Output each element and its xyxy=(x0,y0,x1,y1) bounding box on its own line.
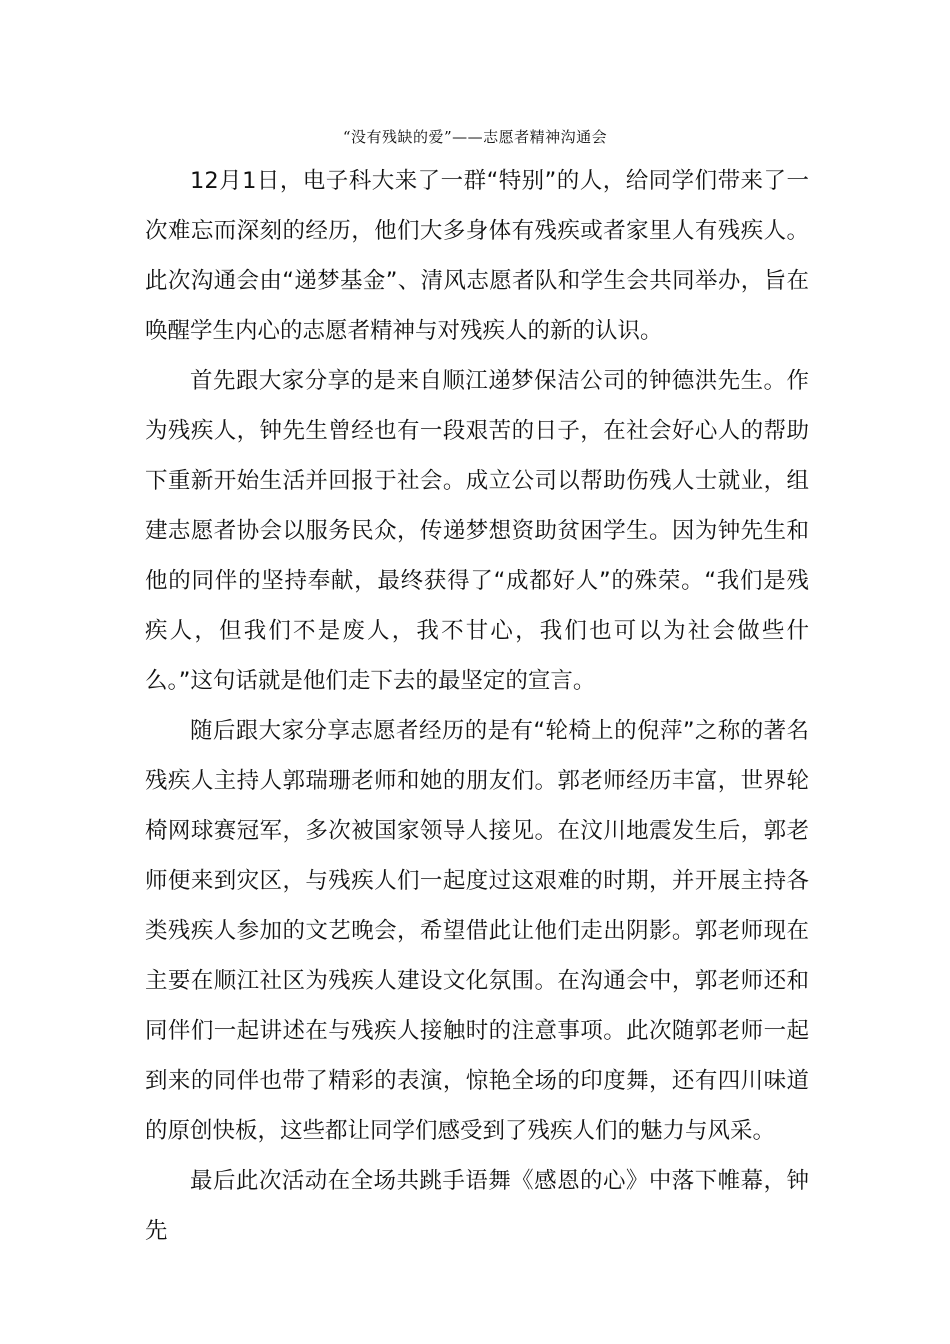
paragraph-guo: 随后跟大家分享志愿者经历的是有“轮椅上的倪萍”之称的著名残疾人主持人郭瑞珊老师和她的朋友们。郭老师经历丰富，世界轮椅网球赛冠军，多次被国家领导人接见。在汶川地震发生后，郭老师便来到灾区，与残疾人们一起度过这艰难的时期，并开展主持各类残疾人参加的文艺晚会，希望借此让他们走出阴影。郭老师现在主要在顺江社区为残疾人建设文化氛围。在沟通会中，郭老师还和同伴们一起讲述在与残疾人接触时的注意事项。此次随郭老师一起到来的同伴也带了精彩的表演，惊艳全场的印度舞，还有四川味道的原创快板，这些都让同学们感受到了残疾人们的魅力与风采。 xyxy=(145,718,809,1144)
paragraph-closing: 最后此次活动在全场共跳手语舞《感恩的心》中落下帷幕，钟先 xyxy=(145,1168,809,1244)
paragraph-intro: 12月1日，电子科大来了一群“特别”的人，给同学们带来了一次难忘而深刻的经历，他们大多身体有残疾或者家里人有残疾人。此次沟通会由“递梦基金”、清风志愿者队和学生会共同举办，旨在唤醒学生内心的志愿者精神与对残疾人的新的认识。 xyxy=(145,168,809,344)
document-title: “没有残缺的爱”——志愿者精神沟通会 xyxy=(342,128,608,146)
paragraph-zhong: 首先跟大家分享的是来自顺江递梦保洁公司的钟德洪先生。作为残疾人，钟先生曾经也有一段艰苦的日子，在社会好心人的帮助下重新开始生活并回报于社会。成立公司以帮助伤残人士就业，组建志愿者协会以服务民众，传递梦想资助贫困学生。因为钟先生和他的同伴的坚持奉献，最终获得了“成都好人”的殊荣。“我们是残疾人，但我们不是废人，我不甘心，我们也可以为社会做些什么。”这句话就是他们走下去的最坚定的宣言。 xyxy=(145,368,809,694)
document-body xyxy=(145,156,809,1256)
